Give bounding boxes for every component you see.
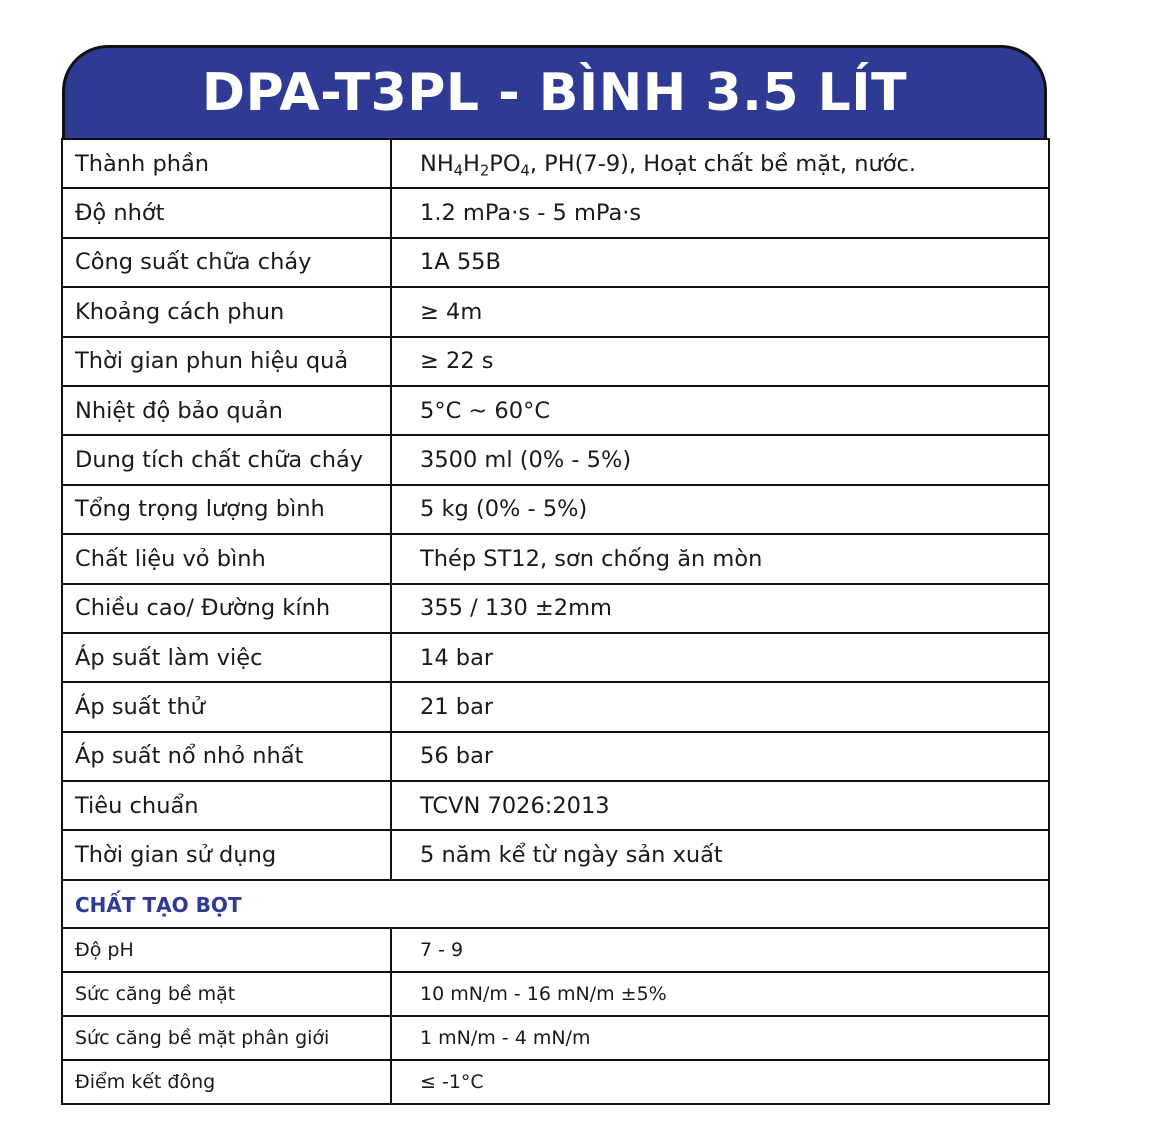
table-row: [62, 238, 1049, 287]
row-label: Độ nhớt: [62, 188, 391, 237]
table-row: [62, 435, 1049, 484]
row-label: Chất liệu vỏ bình: [62, 534, 391, 583]
row-value: ≥ 4m: [391, 287, 1049, 336]
row-value: 10 mN/m - 16 mN/m ±5%: [391, 972, 1049, 1016]
row-label: Dung tích chất chữa cháy: [62, 435, 391, 484]
row-label: Thời gian sử dụng: [62, 830, 391, 879]
spec-table: [61, 138, 1050, 1105]
row-label: Chiều cao/ Đường kính: [62, 584, 391, 633]
row-value: 3500 ml (0% - 5%): [391, 435, 1049, 484]
table-row: [62, 1060, 1049, 1104]
row-value: 1.2 mPa·s - 5 mPa·s: [391, 188, 1049, 237]
table-row: [62, 781, 1049, 830]
row-value: 5 năm kể từ ngày sản xuất: [391, 830, 1049, 879]
table-row: [62, 386, 1049, 435]
row-label: Tổng trọng lượng bình: [62, 485, 391, 534]
row-label: Sức căng bề mặt phân giới: [62, 1016, 391, 1060]
table-row: [62, 188, 1049, 237]
table-row: [62, 584, 1049, 633]
row-label: Độ pH: [62, 928, 391, 972]
row-value: 1A 55B: [391, 238, 1049, 287]
row-label: Thời gian phun hiệu quả: [62, 337, 391, 386]
table-row: [62, 972, 1049, 1016]
composition-value: [391, 139, 1049, 188]
formula-subscript: 4: [453, 162, 464, 180]
table-row: [62, 1016, 1049, 1060]
table-row: [62, 287, 1049, 336]
formula-part: H: [463, 150, 480, 177]
row-label: Nhiệt độ bảo quản: [62, 386, 391, 435]
row-value: ≥ 22 s: [391, 337, 1049, 386]
row-label: Áp suất làm việc: [62, 633, 391, 682]
row-value: 1 mN/m - 4 mN/m: [391, 1016, 1049, 1060]
row-label: Tiêu chuẩn: [62, 781, 391, 830]
table-row: [62, 337, 1049, 386]
row-label: Công suất chữa cháy: [62, 238, 391, 287]
row-value: Thép ST12, sơn chống ăn mòn: [391, 534, 1049, 583]
row-label: Điểm kết đông: [62, 1060, 391, 1104]
row-label: Sức căng bề mặt: [62, 972, 391, 1016]
table-row: [62, 732, 1049, 781]
row-value: 56 bar: [391, 732, 1049, 781]
row-value: 7 - 9: [391, 928, 1049, 972]
title-banner: [62, 45, 1047, 138]
row-value: 14 bar: [391, 633, 1049, 682]
formula-part: NH: [420, 150, 454, 177]
row-value: 5 kg (0% - 5%): [391, 485, 1049, 534]
table-row: [62, 534, 1049, 583]
formula-subscript: 2: [479, 162, 490, 180]
formula-part: , PH(7-9), Hoạt chất bề mặt, nước.: [529, 150, 917, 177]
section-heading: CHẤT TẠO BỌT: [62, 880, 1049, 928]
table-row: [62, 682, 1049, 731]
page-title: DPA-T3PL - BÌNH 3.5 LÍT: [201, 63, 908, 123]
table-row: [62, 139, 1049, 188]
table-row: [62, 830, 1049, 879]
table-row: [62, 633, 1049, 682]
section-header-row: [62, 880, 1049, 928]
row-value: 5°C ~ 60°C: [391, 386, 1049, 435]
row-label: Khoảng cách phun: [62, 287, 391, 336]
row-label: Thành phần: [62, 139, 391, 188]
spec-card: [62, 45, 1047, 1105]
row-value: ≤ -1°C: [391, 1060, 1049, 1104]
row-value: 355 / 130 ±2mm: [391, 584, 1049, 633]
table-row: [62, 928, 1049, 972]
table-row: [62, 485, 1049, 534]
row-label: Áp suất thử: [62, 682, 391, 731]
row-label: Áp suất nổ nhỏ nhất: [62, 732, 391, 781]
formula-subscript: 4: [520, 162, 530, 180]
row-value: 21 bar: [391, 682, 1049, 731]
row-value: TCVN 7026:2013: [391, 781, 1049, 830]
formula-part: PO: [489, 150, 521, 177]
